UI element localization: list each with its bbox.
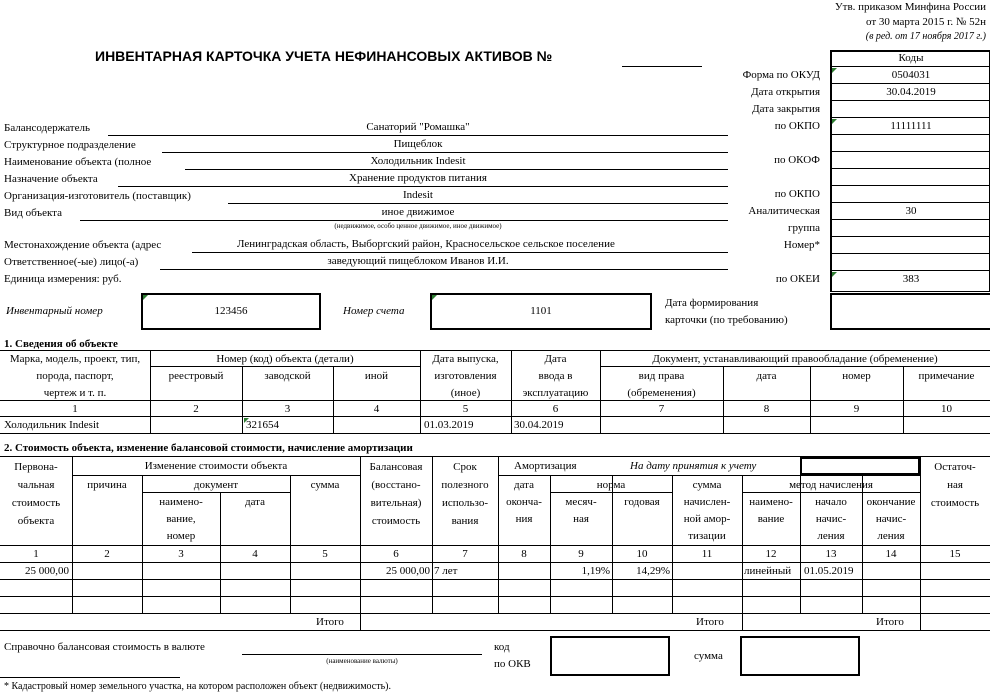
holder-value: Санаторий "Ромашка": [366, 121, 470, 133]
s2-h-docdate: дата: [244, 496, 266, 508]
acc-number-value: 1101: [530, 305, 552, 317]
s1-h-issue-3: (иное): [450, 387, 481, 399]
s2-h-accr-4: тизации: [688, 530, 726, 542]
approval-line2: от 30 марта 2015 г. № 52н: [865, 16, 986, 28]
open-date-value: 30.04.2019: [886, 86, 936, 98]
okpo-value: 11111111: [890, 120, 932, 132]
codes-header: Коды: [898, 52, 924, 64]
s1-h-reg: реестровый: [168, 370, 224, 382]
name-label: Наименование объекта (полное: [4, 156, 152, 168]
s2-total-1: Итого: [316, 616, 344, 628]
s2-h-method: метод начисления: [789, 479, 873, 491]
s1-h-num: Номер (код) объекта (детали): [216, 353, 354, 365]
approval-line3: (в ред. от 17 ноября 2017 г.): [865, 31, 986, 42]
s1-h-right-2: (обременения): [627, 387, 696, 399]
kind-value: иное движимое: [381, 206, 455, 218]
s1-col-num: 5: [462, 403, 469, 415]
s2-h-accr-3: ной амор-: [683, 513, 731, 525]
inv-number-value: 123456: [214, 305, 248, 317]
s2-h-initial-3: стоимость: [11, 497, 61, 509]
s2-h-balance-3: вительная): [370, 497, 422, 509]
s2-h-accr-2: начислен-: [683, 496, 731, 508]
s1-h-entry-2: ввода в: [538, 370, 573, 382]
inv-label: Инвентарный номер: [6, 305, 103, 317]
okei-value: 383: [902, 273, 920, 285]
acc-label: Номер счета: [343, 305, 405, 317]
s2-h-end-1: дата: [513, 479, 535, 491]
unit-value: Пищеблок: [393, 138, 443, 150]
s2-h-mname-2: вание: [757, 513, 785, 525]
s1-col-num: 2: [193, 403, 199, 415]
s2-h-balance-2: (восстано-: [371, 479, 421, 491]
s2-h-docname-2: вание,: [166, 513, 196, 525]
s2-col-num: 3: [178, 548, 184, 560]
date-form-box: [830, 293, 990, 330]
date-form-label-1: Дата формирования: [665, 297, 759, 309]
s2-h-term-2: полезного: [441, 479, 489, 491]
s2-h-amort: Амортизация: [514, 460, 577, 472]
open-date-label: Дата открытия: [751, 86, 820, 98]
okv-box: [550, 636, 670, 676]
s2-h-sum: сумма: [310, 479, 340, 491]
s1-col-num: 3: [284, 403, 291, 415]
s2-h-mend-1: окончание: [866, 496, 916, 508]
purpose-label: Назначение объекта: [4, 173, 98, 185]
s2-h-change: Изменение стоимости объекта: [144, 460, 288, 472]
number-label: Номер*: [783, 239, 820, 251]
s2-h-mstart-2: начис-: [815, 513, 847, 525]
footnote: * Кадастровый номер земельного участка, на котором расположен объект (недвижимость).: [4, 681, 392, 692]
purpose-value: Хранение продуктов питания: [349, 172, 487, 184]
location-value: Ленинградская область, Выборгский район, Красносельское сельское поселение: [237, 238, 615, 250]
s1-h-issue-1: Дата выпуска,: [432, 353, 499, 365]
s2-row-balance: 25 000,00: [386, 565, 430, 577]
s2-row-start: 01.05.2019: [804, 565, 854, 577]
s2-col-num: 10: [636, 548, 648, 560]
s2-h-month-1: месяч-: [565, 496, 597, 508]
s2-h-month-2: ная: [573, 513, 589, 525]
s2-col-num: 15: [949, 548, 961, 560]
s2-h-mstart-1: начало: [815, 496, 847, 508]
s2-total-3: Итого: [876, 616, 904, 628]
s2-h-initial-1: Первона-: [14, 461, 58, 473]
s2-row-initial: 25 000,00: [25, 565, 69, 577]
s2-h-reason: причина: [87, 479, 127, 491]
close-date-label: Дата закрытия: [752, 103, 820, 115]
measure-label: Единица измерения: руб.: [4, 273, 122, 285]
okei-label: по ОКЕИ: [775, 273, 820, 285]
s2-title: 2. Стоимость объекта, изменение балансовой стоимости, начисление амортизации: [4, 442, 413, 454]
s2-col-num: 11: [701, 548, 713, 560]
approval-line1: Утв. приказом Минфина России: [834, 1, 986, 13]
s1-h-doc: Документ, устанавливающий правообладание (обременение): [652, 353, 938, 365]
s2-col-num: 6: [393, 548, 399, 560]
s1-row-entry: 30.04.2019: [514, 419, 564, 431]
s2-h-mend-2: начис-: [875, 513, 907, 525]
page-title: ИНВЕНТАРНАЯ КАРТОЧКА УЧЕТА НЕФИНАНСОВЫХ АКТИВОВ №: [95, 48, 553, 64]
s2-h-residual-2: ная: [947, 479, 963, 491]
analytic-value: 30: [905, 205, 917, 217]
s2-h-initial-2: чальная: [17, 479, 55, 491]
s2-h-term-3: использо-: [442, 497, 488, 509]
s2-row-method: линейный: [744, 565, 792, 577]
okv-label-2: по ОКВ: [494, 658, 531, 670]
maker-label: Организация-изготовитель (поставщик): [4, 190, 191, 202]
s2-row-year: 14,29%: [636, 565, 670, 577]
s2-col-num: 4: [252, 548, 258, 560]
location-label: Местонахождение объекта (адрес: [4, 239, 162, 251]
s1-h-right-1: вид права: [638, 370, 685, 382]
s2-h-term-1: Срок: [453, 461, 477, 473]
s2-row-month: 1,19%: [581, 565, 610, 577]
s2-h-document: документ: [193, 479, 239, 491]
s1-h-number: номер: [842, 370, 871, 382]
unit-label: Структурное подразделение: [4, 139, 136, 151]
s1-row-issue: 01.03.2019: [424, 419, 474, 431]
s2-h-year: годовая: [624, 496, 660, 508]
s2-col-num: 8: [521, 548, 527, 560]
s2-col-num: 14: [885, 548, 897, 560]
s1-row-brand: Холодильник Indesit: [4, 419, 100, 431]
maker-value: Indesit: [403, 189, 433, 201]
s1-col-num: 4: [373, 403, 380, 415]
s1-col-num: 10: [941, 403, 952, 415]
date-form-label-2: карточки (по требованию): [665, 314, 788, 326]
analytic-label-2: группа: [787, 222, 820, 234]
s2-h-residual-1: Остаточ-: [934, 461, 976, 473]
s2-h-end-2: оконча-: [506, 496, 542, 508]
s1-h-fac: заводской: [264, 370, 311, 382]
resp-value: заведующий пищеблоком Иванов И.И.: [327, 255, 509, 267]
s2-col-num: 1: [33, 548, 39, 560]
s2-h-mstart-3: ления: [817, 530, 845, 542]
s1-h-oth: иной: [364, 370, 389, 382]
okpo2-label: по ОКПО: [774, 188, 820, 200]
s2-h-accr-1: сумма: [692, 479, 722, 491]
s2-accept-box: [800, 457, 920, 475]
s2-h-residual-3: стоимость: [930, 497, 980, 509]
analytic-label: Аналитическая: [748, 205, 820, 217]
sum-box: [740, 636, 860, 676]
currency-label: Справочно балансовая стоимость в валюте: [4, 641, 205, 653]
s2-h-balance-4: стоимость: [371, 515, 421, 527]
okud-label: Форма по ОКУД: [742, 69, 820, 81]
s2-total-2: Итого: [696, 616, 724, 628]
s2-h-mend-3: ления: [877, 530, 905, 542]
s1-title: 1. Сведения об объекте: [4, 338, 118, 350]
s1-h-note: примечание: [918, 370, 975, 382]
currency-hint: (наименование валюты): [326, 657, 398, 665]
s1-h-brand-2: порода, паспорт,: [36, 370, 114, 382]
kind-hint: (недвижимое, особо ценное движимое, иное движимое): [334, 222, 502, 230]
sum-label: сумма: [694, 650, 723, 662]
s2-h-docname-1: наимено-: [159, 496, 203, 508]
s1-col-num: 6: [552, 403, 559, 415]
s2-h-norm: норма: [596, 479, 626, 491]
s2-h-balance-1: Балансовая: [369, 461, 423, 473]
resp-label: Ответственное(-ые) лицо(-а): [4, 256, 139, 268]
okv-label-1: код: [494, 641, 510, 653]
s2-h-mname-1: наимено-: [749, 496, 793, 508]
s2-h-term-4: вания: [451, 515, 479, 527]
okof-label: по ОКОФ: [774, 154, 820, 166]
holder-label: Балансодержатель: [4, 122, 90, 134]
s2-col-num: 5: [322, 548, 328, 560]
s2-col-num: 13: [825, 548, 837, 560]
s2-h-accept: На дату принятия к учету: [630, 460, 757, 472]
s2-h-initial-4: объекта: [17, 515, 55, 527]
s2-col-num: 2: [104, 548, 110, 560]
s2-h-docname-3: номер: [166, 530, 196, 542]
s1-h-brand-3: чертеж и т. п.: [43, 387, 107, 399]
s1-h-date: дата: [756, 370, 777, 382]
name-value: Холодильник Indesit: [370, 155, 466, 167]
s1-col-num: 8: [763, 403, 770, 415]
s1-h-entry-3: эксплуатацию: [522, 387, 589, 399]
s1-col-num: 7: [658, 403, 665, 415]
s1-h-brand-1: Марка, модель, проект, тип,: [9, 353, 141, 365]
s2-row-term: 7 лет: [434, 565, 458, 577]
s1-col-num: 9: [853, 403, 860, 415]
okpo-label: по ОКПО: [774, 120, 820, 132]
s2-col-num: 12: [765, 548, 777, 560]
okud-value: 0504031: [891, 69, 931, 81]
s2-col-num: 7: [462, 548, 468, 560]
s2-col-num: 9: [578, 548, 584, 560]
s1-col-num: 1: [72, 403, 78, 415]
kind-label: Вид объекта: [4, 207, 62, 219]
s1-row-fac: 321654: [246, 419, 279, 431]
s1-h-entry-1: Дата: [544, 353, 567, 365]
s2-h-end-3: ния: [515, 513, 533, 525]
s1-h-issue-2: изготовления: [434, 370, 497, 382]
